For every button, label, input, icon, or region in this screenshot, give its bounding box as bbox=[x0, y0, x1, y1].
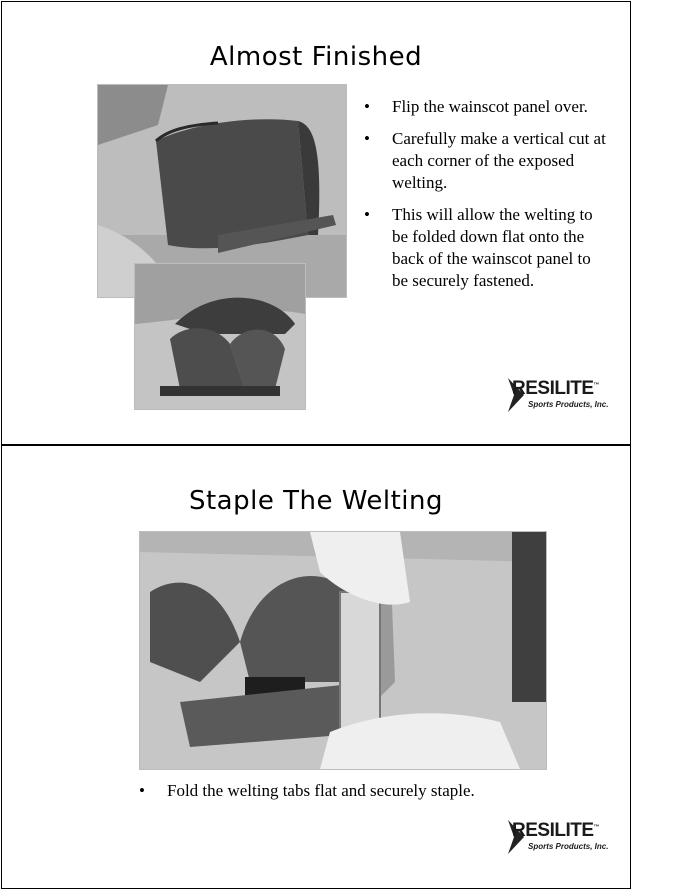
bullet-list bbox=[364, 96, 609, 302]
photo-stapling-welting bbox=[139, 531, 547, 770]
bullet-marker: • bbox=[139, 781, 145, 800]
bullet-marker: • bbox=[364, 205, 370, 224]
logo-tagline: Sports Products, Inc. bbox=[528, 400, 609, 409]
slide-title: Almost Finished bbox=[209, 42, 423, 72]
resilite-logo bbox=[506, 376, 609, 418]
logo-brand: RESILITE bbox=[512, 820, 594, 841]
slide-title: Staple The Welting bbox=[188, 486, 444, 516]
slide-staple-the-welting bbox=[1, 445, 631, 889]
logo-tagline: Sports Products, Inc. bbox=[528, 842, 609, 851]
bullet-marker: • bbox=[364, 129, 370, 148]
bullet-text: This will allow the welting to be folded down flat onto the back of the wainscot panel to be securely fastened. bbox=[392, 205, 593, 290]
photo-cutting-welting bbox=[134, 263, 306, 410]
logo-trademark: ™ bbox=[593, 382, 600, 389]
resilite-logo bbox=[506, 818, 609, 860]
bullet-item bbox=[139, 780, 579, 802]
slide-almost-finished bbox=[1, 1, 631, 445]
bullet-text: Fold the welting tabs flat and securely staple. bbox=[167, 781, 475, 800]
bullet-list bbox=[139, 780, 579, 812]
bullet-item bbox=[364, 96, 609, 118]
bullet-item bbox=[364, 204, 609, 292]
bullet-text: Carefully make a vertical cut at each corner of the exposed welting. bbox=[392, 129, 606, 192]
bullet-text: Flip the wainscot panel over. bbox=[392, 97, 588, 116]
logo-brand: RESILITE bbox=[512, 378, 594, 399]
bullet-marker: • bbox=[364, 97, 370, 116]
bullet-item bbox=[364, 128, 609, 194]
logo-trademark: ™ bbox=[593, 824, 600, 831]
